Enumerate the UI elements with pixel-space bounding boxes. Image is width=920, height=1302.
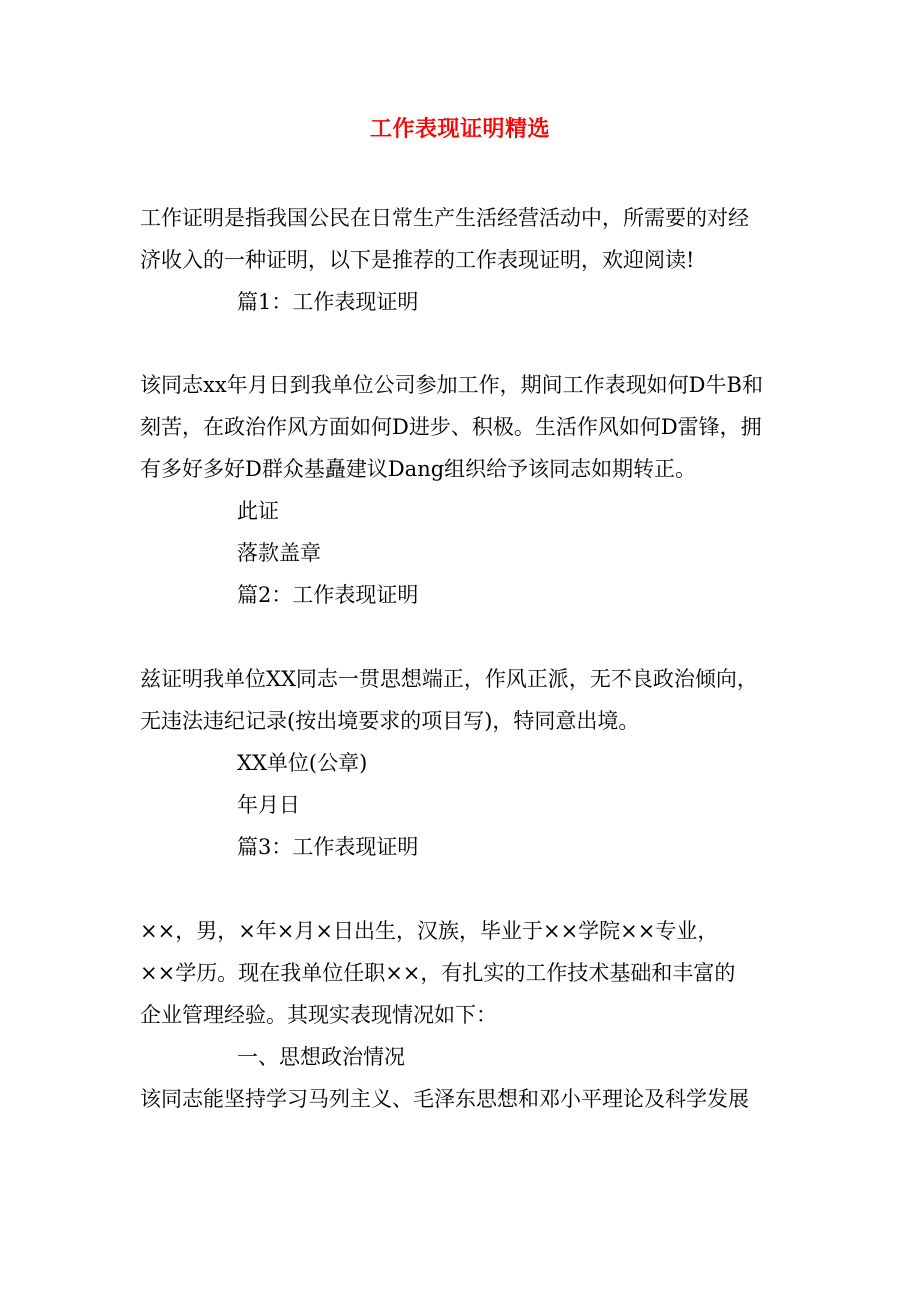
section3-body [140, 910, 780, 1036]
section3-line-2: ××学历。现在我单位任职××，有扎实的工作技术基础和丰富的 [140, 961, 736, 985]
section3-heading: 篇3：工作表现证明 [237, 835, 419, 859]
intro-line-2: 济收入的一种证明，以下是推荐的工作表现证明，欢迎阅读! [140, 248, 695, 272]
section1-heading: 篇1：工作表现证明 [237, 290, 419, 314]
intro-paragraph [140, 197, 780, 281]
section3-body2-line-1: 该同志能坚持学习马列主义、毛泽东思想和邓小平理论及科学发展 [140, 1087, 749, 1111]
section2-line-2: 无违法违纪记录(按出境要求的项目写)，特同意出境。 [140, 709, 640, 733]
section2-heading: 篇2：工作表现证明 [237, 583, 419, 607]
section1-closing: 此证 [237, 499, 279, 523]
section1-line-2: 刻苦，在政治作风方面如何D进步、积极。生活作风如何D雷锋，拥 [140, 415, 762, 439]
section1-body [140, 364, 780, 490]
section2-body [140, 658, 780, 742]
section2-unit: XX单位(公章) [237, 751, 368, 775]
section2-date: 年月日 [237, 793, 300, 817]
section3-subheading: 一、思想政治情况 [237, 1045, 405, 1069]
section1-signature: 落款盖章 [237, 541, 321, 565]
section3-line-3: 企业管理经验。其现实表现情况如下： [140, 1003, 497, 1027]
document-title: 工作表现证明精选 [369, 117, 550, 142]
section1-line-3: 有多好多好D群众基矗建议Dang组织给予该同志如期转正。 [140, 457, 697, 481]
section2-line-1: 兹证明我单位XX同志一贯思想端正，作风正派，无不良政治倾向， [140, 667, 758, 691]
section3-line-1: ××，男，×年×月×日出生，汉族，毕业于××学院××专业， [140, 919, 719, 943]
section3-body2 [140, 1078, 780, 1120]
intro-line-1: 工作证明是指我国公民在日常生产生活经营活动中，所需要的对经 [140, 206, 749, 230]
section1-line-1: 该同志xx年月日到我单位公司参加工作，期间工作表现如何D牛B和 [140, 373, 763, 397]
